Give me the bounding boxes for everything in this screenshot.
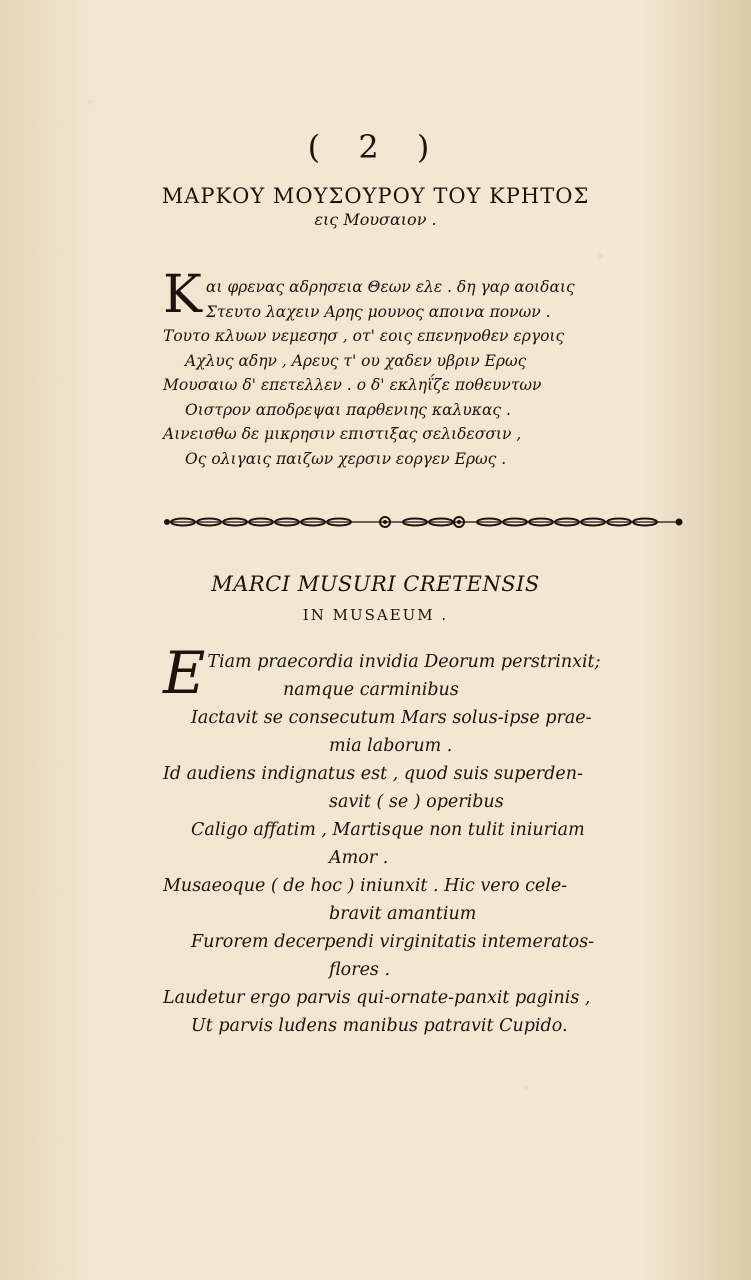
greek-line-7: Αινεισθω δε μικρησιν επιστιξας σελιδεσσιν , [163,425,522,443]
greek-poem [163,265,693,471]
latin-title: MARCI MUSURI CRETENSIS [211,572,540,596]
greek-line-5: Μουσαιω δ' επετελλεν . ο δ' εκληΐζε ποθευντων [163,376,542,394]
greek-line-1: αι φρενας αδρησεια Θεων ελε . δη γαρ αοιδαις [205,278,575,296]
latin-line-14: Ut parvis ludens manibus patravit Cupido. [191,1016,568,1036]
page-number: ( 2 ) [307,128,444,166]
latin-drop-cap: E [163,639,206,707]
greek-line-8: Ος ολιγαις παιζων χερσιν εοργεν Ερως . [185,449,507,468]
latin-poem [163,639,693,1040]
latin-line-5: Id audiens indignatus est , quod suis superden- [163,764,583,784]
latin-subtitle: IN MUSAEUM . [302,606,449,624]
ornamental-divider [163,512,683,532]
latin-line-11: Furorem decerpendi virginitatis intemeratos- [191,932,595,952]
greek-subtitle: εις Μουσαιον . [314,210,437,229]
latin-line-10: bravit amantium [329,904,477,924]
greek-line-2: Στευτο λαχειν Αρης μουνος αποινα πονων . [205,302,551,321]
latin-line-8: Amor . [329,848,389,868]
latin-line-12: flores . [329,960,391,980]
latin-line-4: mia laborum . [329,736,453,756]
latin-line-9: Musaeoque ( de hoc ) iniunxit . Hic vero cele- [163,876,568,896]
greek-drop-cap: Κ [163,265,202,325]
latin-line-13: Laudetur ergo parvis qui-ornate-panxit paginis , [163,988,591,1008]
latin-line-2: namque carminibus [283,680,459,700]
latin-line-6: savit ( se ) operibus [329,792,504,812]
greek-title: ΜΑΡΚΟΥ ΜΟΥΣΟΥΡΟΥ ΤΟΥ ΚΡΗΤΟΣ [161,184,590,208]
greek-line-4: Αχλυς αδην , Αρευς τ' ου χαδεν υβριν Ερως [185,351,527,370]
greek-line-3: Τουτο κλυων νεμεσησ , οτ' εοις επενηνοθεν εργοις [163,327,565,345]
latin-line-7: Caligo affatim , Martisque non tulit iniuriam [191,820,585,840]
latin-line-3: Iactavit se consecutum Mars solus-ipse prae- [191,708,592,728]
latin-line-1: Tiam praecordia invidia Deorum perstrinxit; [207,652,601,672]
greek-line-6: Οιστρον αποδρεψαι παρθενιης καλυκας . [185,400,511,419]
